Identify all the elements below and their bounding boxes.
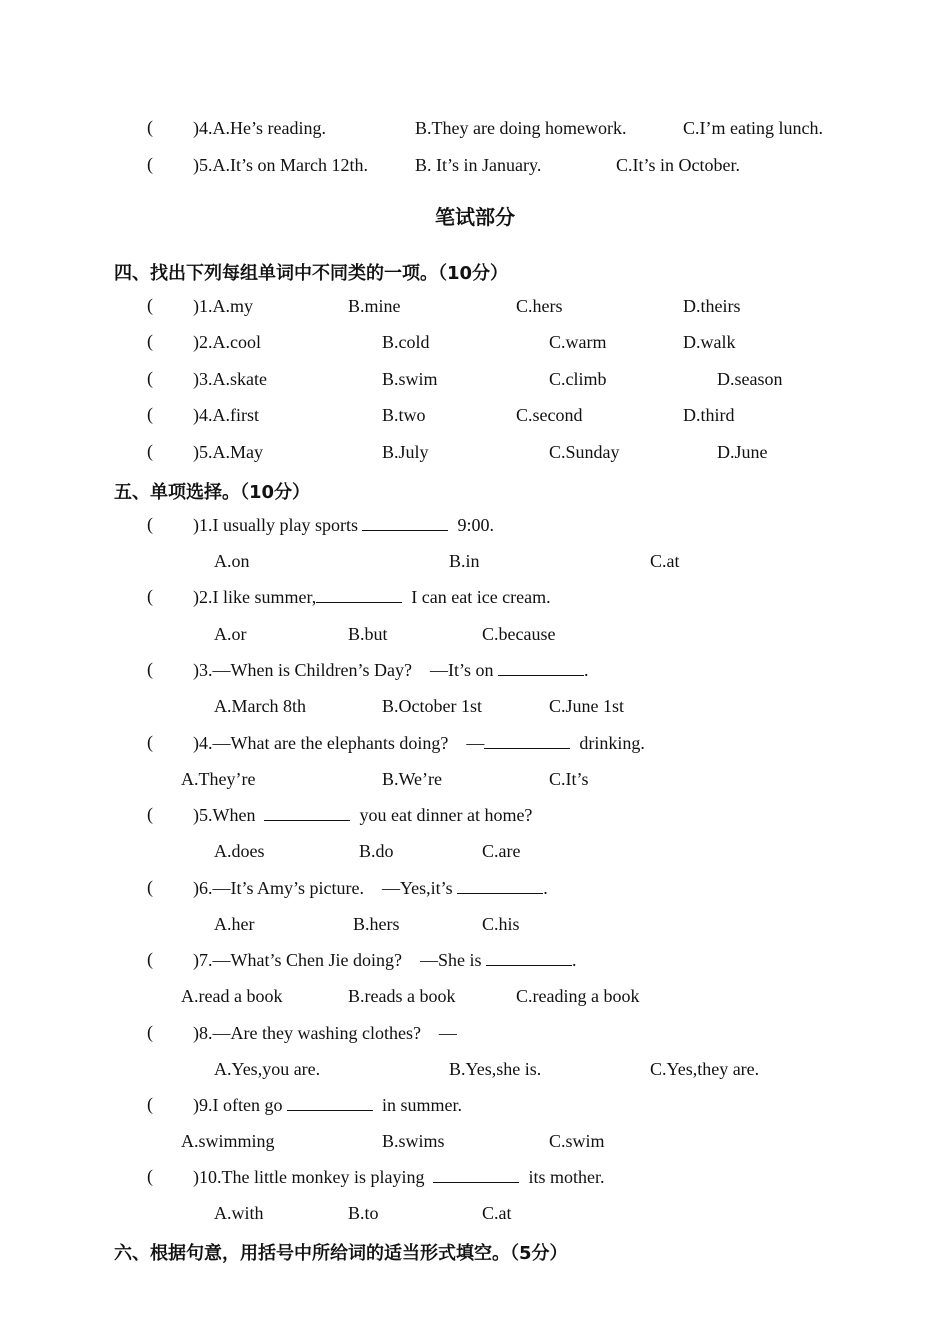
s5-q3-b: B.October 1st xyxy=(382,696,482,716)
option-b: B.They are doing homework. xyxy=(415,118,627,138)
s5-q4-a: A.They’re xyxy=(181,769,256,789)
s4-q2-b: B.cold xyxy=(382,332,430,352)
question-4: )4.A.He’s reading. xyxy=(193,118,326,138)
answer-paren: ( xyxy=(147,117,153,137)
answer-paren: ( xyxy=(147,659,153,679)
s5-q10-c: C.at xyxy=(482,1203,512,1223)
answer-paren: ( xyxy=(147,877,153,897)
answer-paren: ( xyxy=(147,1166,153,1186)
s4-q1-c: C.hers xyxy=(516,296,563,316)
option-b: B. It’s in January. xyxy=(415,155,542,175)
s5-q9-c: C.swim xyxy=(549,1131,605,1151)
s4-q5-c: C.Sunday xyxy=(549,442,620,462)
s5-q8-c: C.Yes,they are. xyxy=(650,1059,760,1079)
section-4-heading: 四、找出下列每组单词中不同类的一项。（10分） xyxy=(114,263,509,284)
s5-q3-c: C.June 1st xyxy=(549,696,625,716)
answer-paren: ( xyxy=(147,154,153,174)
answer-blank[interactable] xyxy=(287,1094,373,1111)
s5-q7-c: C.reading a book xyxy=(516,986,640,1006)
answer-paren: ( xyxy=(147,331,153,351)
s4-q4-d: D.third xyxy=(683,405,735,425)
answer-blank[interactable] xyxy=(498,659,584,676)
s5-q3: )3.—When is Children’s Day? —It’s on . xyxy=(193,660,589,680)
s5-q7: )7.—What’s Chen Jie doing? —She is . xyxy=(193,950,577,970)
s5-q5-b: B.do xyxy=(359,841,394,861)
s5-q10-a: A.with xyxy=(214,1203,264,1223)
s5-q5: )5.When you eat dinner at home? xyxy=(193,805,533,825)
s4-q5-d: D.June xyxy=(717,442,768,462)
answer-paren: ( xyxy=(147,441,153,461)
s5-q2-c: C.because xyxy=(482,624,556,644)
answer-paren: ( xyxy=(147,586,153,606)
s5-q7-b: B.reads a book xyxy=(348,986,456,1006)
s5-q1-b: B.in xyxy=(449,551,480,571)
s5-q10-b: B.to xyxy=(348,1203,379,1223)
s4-q3-b: B.swim xyxy=(382,369,438,389)
s4-q4-c: C.second xyxy=(516,405,583,425)
s4-q1-a: )1.A.my xyxy=(193,296,253,316)
section-6-heading: 六、根据句意，用括号中所给词的适当形式填空。（5分） xyxy=(114,1243,568,1264)
s5-q4-b: B.We’re xyxy=(382,769,443,789)
answer-paren: ( xyxy=(147,368,153,388)
option-c: C.I’m eating lunch. xyxy=(683,118,823,138)
answer-blank[interactable] xyxy=(362,514,448,531)
answer-blank[interactable] xyxy=(457,877,543,894)
s4-q3-a: )3.A.skate xyxy=(193,369,267,389)
answer-paren: ( xyxy=(147,1022,153,1042)
s5-q6-c: C.his xyxy=(482,914,520,934)
answer-paren: ( xyxy=(147,804,153,824)
answer-paren: ( xyxy=(147,514,153,534)
answer-paren: ( xyxy=(147,404,153,424)
s4-q1-b: B.mine xyxy=(348,296,401,316)
section-5-heading: 五、单项选择。（10分） xyxy=(114,482,311,503)
answer-blank[interactable] xyxy=(484,732,570,749)
s5-q5-c: C.are xyxy=(482,841,521,861)
option-c: C.It’s in October. xyxy=(616,155,740,175)
s5-q6-a: A.her xyxy=(214,914,255,934)
s4-q2-d: D.walk xyxy=(683,332,736,352)
answer-paren: ( xyxy=(147,295,153,315)
s5-q7-a: A.read a book xyxy=(181,986,283,1006)
s5-q6-b: B.hers xyxy=(353,914,400,934)
s5-q1-c: C.at xyxy=(650,551,680,571)
s4-q5-a: )5.A.May xyxy=(193,442,263,462)
s5-q2: )2.I like summer, I can eat ice cream. xyxy=(193,587,551,607)
s5-q2-b: B.but xyxy=(348,624,388,644)
question-5: )5.A.It’s on March 12th. xyxy=(193,155,368,175)
s5-q4-c: C.It’s xyxy=(549,769,589,789)
s5-q9-b: B.swims xyxy=(382,1131,445,1151)
s4-q4-b: B.two xyxy=(382,405,426,425)
s4-q3-c: C.climb xyxy=(549,369,607,389)
s5-q1: )1.I usually play sports 9:00. xyxy=(193,515,494,535)
answer-paren: ( xyxy=(147,1094,153,1114)
s4-q4-a: )4.A.first xyxy=(193,405,259,425)
written-section-title: 笔试部分 xyxy=(435,205,515,229)
s5-q10: )10.The little monkey is playing its mother. xyxy=(193,1167,605,1187)
s4-q5-b: B.July xyxy=(382,442,429,462)
s4-q2-c: C.warm xyxy=(549,332,607,352)
s5-q9: )9.I often go in summer. xyxy=(193,1095,462,1115)
s5-q8-a: A.Yes,you are. xyxy=(214,1059,321,1079)
answer-blank[interactable] xyxy=(486,949,572,966)
s5-q6: )6.—It’s Amy’s picture. —Yes,it’s . xyxy=(193,878,548,898)
s4-q3-d: D.season xyxy=(717,369,783,389)
answer-paren: ( xyxy=(147,949,153,969)
s5-q8-b: B.Yes,she is. xyxy=(449,1059,542,1079)
answer-blank[interactable] xyxy=(316,586,402,603)
s4-q1-d: D.theirs xyxy=(683,296,741,316)
answer-paren: ( xyxy=(147,732,153,752)
s5-q5-a: A.does xyxy=(214,841,265,861)
s4-q2-a: )2.A.cool xyxy=(193,332,261,352)
s5-q8: )8.—Are they washing clothes? — xyxy=(193,1023,457,1043)
s5-q4: )4.—What are the elephants doing? — drinking. xyxy=(193,733,645,753)
s5-q1-a: A.on xyxy=(214,551,250,571)
s5-q2-a: A.or xyxy=(214,624,247,644)
answer-blank[interactable] xyxy=(433,1166,519,1183)
answer-blank[interactable] xyxy=(264,804,350,821)
s5-q3-a: A.March 8th xyxy=(214,696,306,716)
s5-q9-a: A.swimming xyxy=(181,1131,275,1151)
